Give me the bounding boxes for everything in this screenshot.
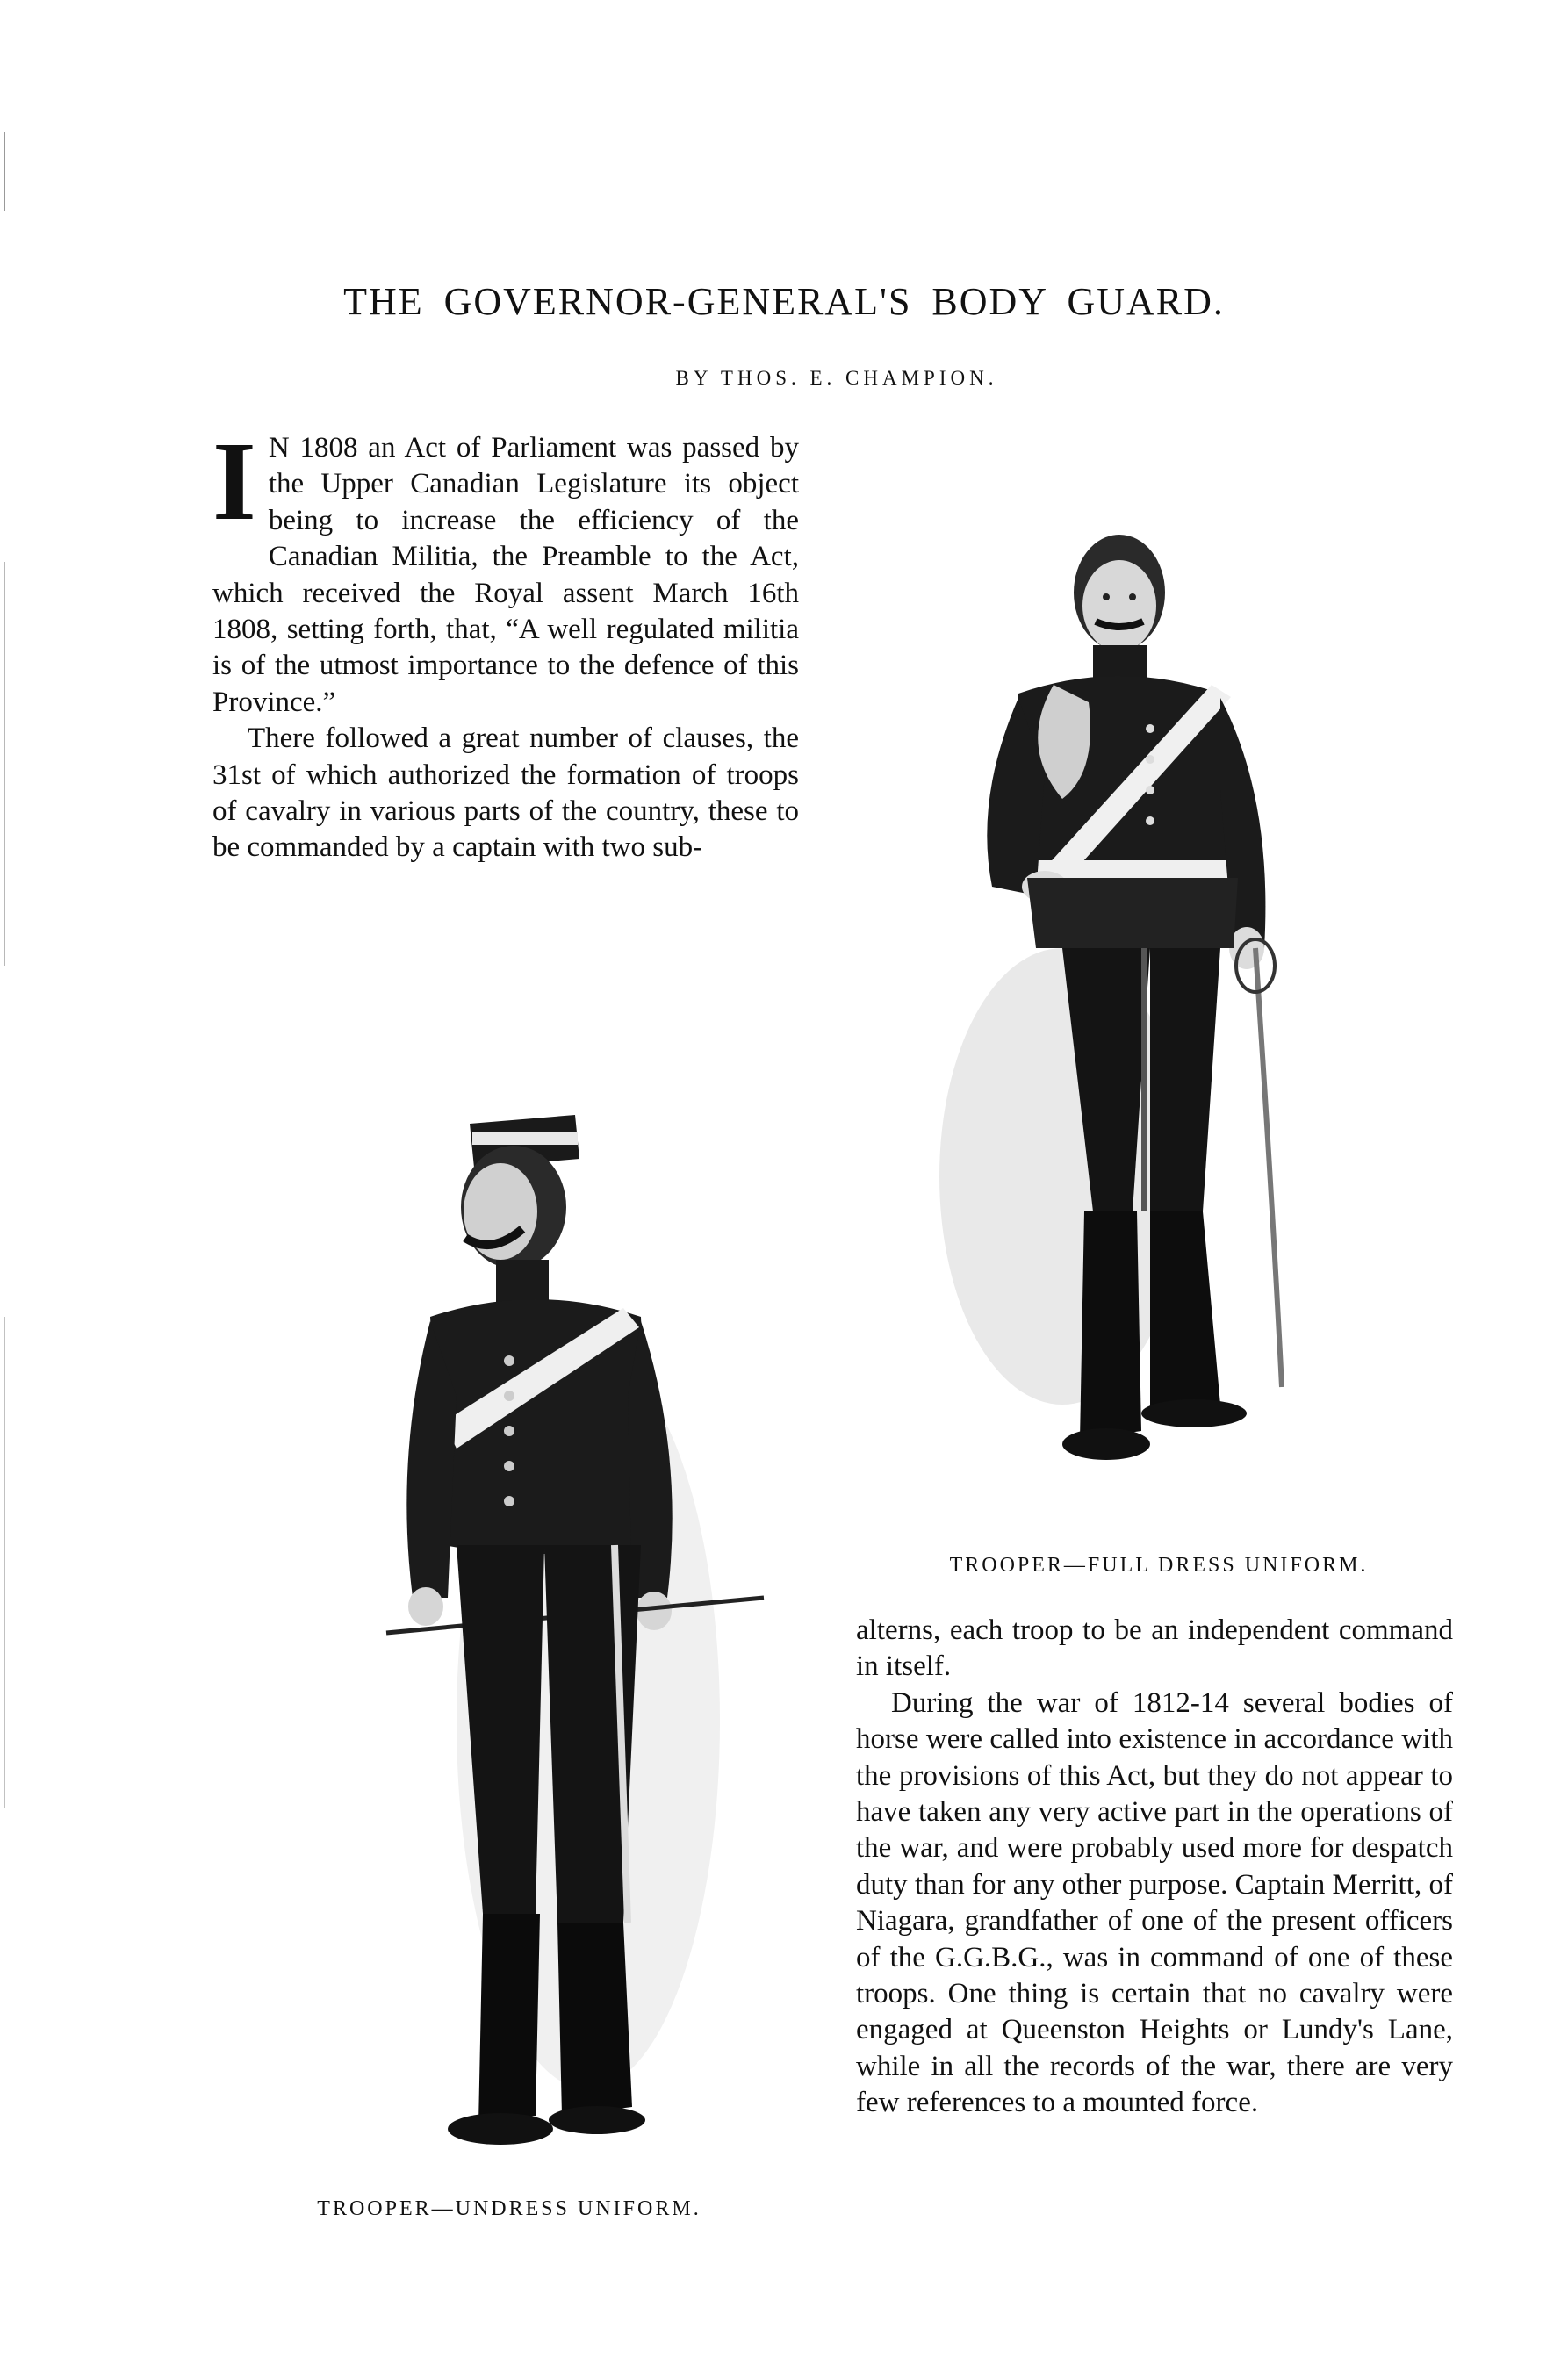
paragraph-2-continued: alterns, each troop to be an independent command in itself. (856, 1614, 1453, 1683)
paragraph-2-start: There followed a great number of clauses, the 31st of which authorized the formation of troops of cavalry in various parts of the country, these to be commanded by a captain with two sub- (212, 722, 799, 864)
caption-full-dress: TROOPER—FULL DRESS UNIFORM. (949, 1554, 1369, 1577)
article-byline: BY THOS. E. CHAMPION. (675, 367, 998, 389)
scan-edge-mark (4, 1317, 5, 1808)
photo-trooper-full-dress (887, 509, 1343, 1501)
article-title: THE GOVERNOR-GENERAL'S BODY GUARD. (343, 280, 1225, 323)
text-column-left (212, 419, 799, 866)
scan-edge-mark (4, 132, 5, 211)
text-column-right (856, 1613, 1453, 2122)
caption-undress: TROOPER—UNDRESS UNIFORM. (317, 2197, 701, 2220)
trooper-full-dress-illustration (887, 509, 1343, 1501)
paragraph-3: During the war of 1812-14 several bodies of horse were called into existence in accordance with the provisions of this Act, but they do not appear to have taken any very active part in the operations of the war, and were probably used more for despatch duty than for any other purpose. Captain Merritt, of Niagara, grandfather of one of the present officers of the G.G.B.G., was in command of one of these troops. One thing is certain that no cavalry were engaged at Queenston Heights or Lundy's Lane, while in all the records of the war, there are very few references to a mounted force. (856, 1686, 1453, 2119)
drop-cap: I (212, 419, 256, 543)
photo-trooper-undress (360, 1106, 773, 2177)
scan-edge-mark (4, 562, 5, 966)
trooper-undress-illustration (360, 1106, 773, 2177)
paragraph-1: N 1808 an Act of Parliament was passed by the Upper Canadian Legislature its object being to increase the efficiency of the Canadian Militia, the Preamble to the Act, which received the Royal assent March 16th 1808, setting forth, that, “A well regulated militia is of the utmost importance to the defence of this Province.” (212, 432, 799, 718)
